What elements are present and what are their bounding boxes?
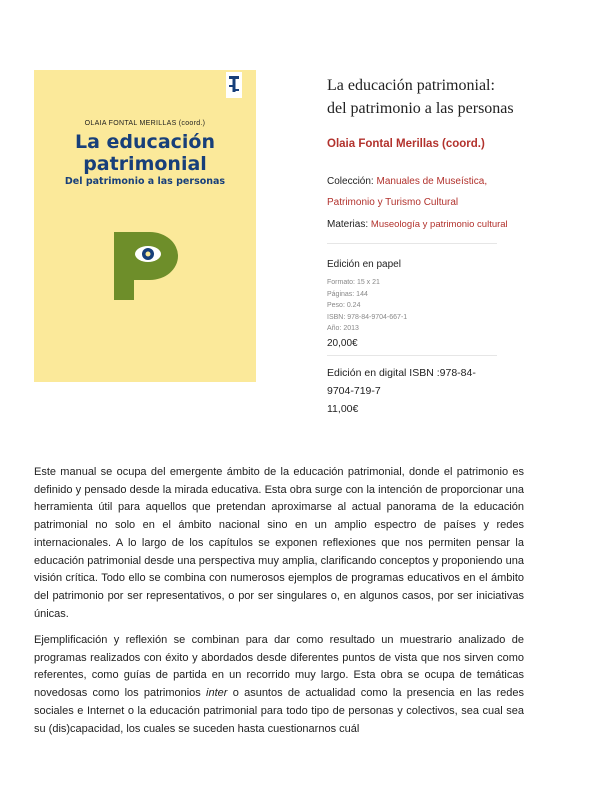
coleccion-row [327, 176, 487, 187]
isbn: ISBN: 978-84-9704-667-1 [327, 313, 408, 321]
digital-price: 11,00€ [327, 403, 359, 415]
coleccion-row-2 [327, 197, 458, 208]
materias-row [327, 219, 508, 230]
description-p2-part1: Ejemplificación y reflexión se combinan para dar como resultado un muestrario analizado de programas realizados con éxito y abordados desde diferentes puntos de vista que nos sirven como referentes, como guías de partida en un recorrido muy largo. Esta obra se ocupa de temáticas novedosas como los patrimonios [34, 634, 524, 700]
divider [327, 243, 497, 244]
coleccion-label: Colección: [327, 176, 374, 187]
cover-author: OLAIA FONTAL MERILLAS (coord.) [84, 120, 206, 127]
publisher-logo-icon [226, 72, 242, 98]
patrimony-eye-icon [114, 232, 178, 300]
digital-edition [327, 364, 507, 418]
cover-subtitle: Del patrimonio a las personas [64, 176, 226, 187]
formato: Formato: 15 x 21 [327, 279, 380, 286]
anio: Año: 2013 [327, 325, 359, 332]
cover-title-line1: La educación [75, 131, 215, 153]
cover-title-line2: patrimonial [83, 153, 207, 175]
digital-isbn-line2: 9704-719-7 [327, 385, 381, 397]
paginas: Páginas: 144 [327, 290, 368, 298]
author-link[interactable]: Olaia Fontal Merillas (coord.) [327, 138, 485, 150]
divider-2 [327, 355, 497, 356]
description-p2-italic: inter [206, 687, 228, 700]
print-price: 20,00€ [327, 338, 358, 349]
digital-isbn-line1: Edición en digital ISBN :978-84- [327, 367, 476, 379]
book-cover [34, 70, 256, 382]
coleccion-link[interactable]: Manuales de Museística, [376, 176, 488, 187]
peso: Peso: 0.24 [327, 302, 361, 309]
print-edition-details [327, 277, 407, 335]
book-title-line1: La educación patrimonial: [327, 77, 495, 94]
materias-link[interactable]: Museología y patrimonio cultural [370, 219, 508, 230]
materias-label: Materias: [327, 219, 369, 230]
book-title-line2: del patrimonio a las personas [327, 100, 514, 117]
description-p2-part2: o asuntos de actualidad como la presencia en las redes sociales e Internet o la educación patrimonial para todo tipo de personas y colectivos, sea cual sea su (dis)capacidad, los cuales se suceden hasta cuestionarnos cuál [34, 687, 524, 735]
description-paragraph-2 [34, 632, 524, 738]
description-paragraph-1: Este manual se ocupa del emergente ámbito de la educación patrimonial, donde el patrimonio es definido y pensado desde la mirada educativa. Esta obra surge con la intención de proporcionar una herramienta útil para aquellos que pretendan aproximarse al actual panorama de la educación patrimonial no solo en el ámbito nacional sino en un amplio espectro de países y redes internacionales. A lo largo de los capítulos se exponen reflexiones que nos permiten pensar la educación patrimonial desde una perspectiva muy amplia, clarificando conceptos y proponiendo una visión crítica. Todo ello se combina con numerosos ejemplos de programas educativos en el ámbito del patrimonio por ser representativos, o por ser singulares o, en algunos casos, por ser iniciativas únicas. [34, 466, 524, 620]
coleccion-link-2[interactable]: Patrimonio y Turismo Cultural [327, 197, 459, 208]
print-edition-heading: Edición en papel [327, 259, 401, 270]
book-title [327, 74, 514, 120]
